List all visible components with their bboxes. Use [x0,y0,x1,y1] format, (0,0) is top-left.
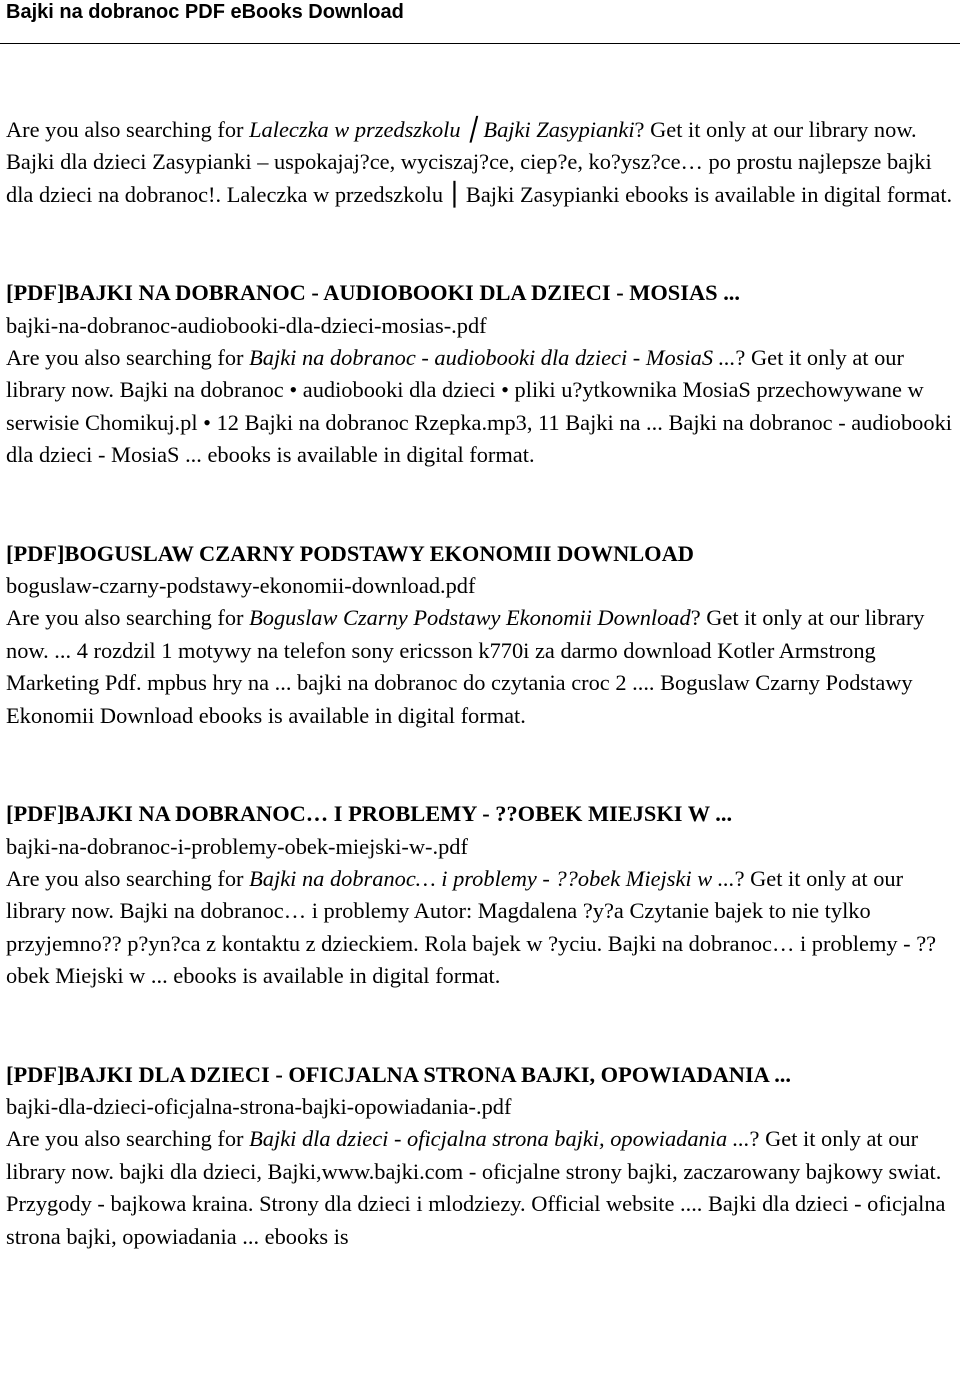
entry-1 [6,277,954,471]
entry-filename: boguslaw-czarny-podstawy-ekonomii-download.pdf [6,573,476,599]
entry-desc-suffix: ? Get it only at our library now. Bajki na dobranoc • audiobooki dla dzieci • pliki u?ytkownika MosiaS przechowywane w serwisie Chomikuj.pl • 12 Bajki na dobranoc Rzepka.mp3, 11 Bajki na ... Bajki na dobranoc - audiobooki dla dzieci - MosiaS ... ebooks is available in digital format. [6,345,952,468]
page-title: Bajki na dobranoc PDF eBooks Download [6,1,404,23]
entry-desc-prefix: Are you also searching for [6,1126,250,1152]
entry-desc-prefix: Are you also searching for [6,865,250,891]
intro-paragraph [6,114,954,211]
entry-filename: bajki-dla-dzieci-oficjalna-strona-bajki-opowiadania-.pdf [6,1093,512,1119]
entry-title[interactable]: [PDF]BOGUSLAW CZARNY PODSTAWY EKONOMII DOWNLOAD [6,540,694,566]
header-divider [0,43,960,44]
entry-desc-suffix: ? Get it only at our library now. bajki dla dzieci, Bajki,www.bajki.com - oficjalne strony bajki, zaczarowany bajkowy swiat. Przygody - bajkowa kraina. Strony dla dzieci i mlodziezy. Official website .... Bajki dla dzieci - oficjalna strona bajki, opowiadania ... ebooks is [6,1126,946,1249]
entry-2 [6,538,954,732]
entry-description [6,863,954,993]
entry-3 [6,798,954,992]
entry-4 [6,1059,954,1253]
intro-query: Laleczka w przedszkolu ⎮ Bajki Zasypianki [249,117,635,142]
entry-filename: bajki-na-dobranoc-i-problemy-obek-miejski-w-.pdf [6,833,468,859]
entry-query: Bajki na dobranoc - audiobooki dla dzieci - MosiaS ... [249,345,736,371]
intro-prefix: Are you also searching for [6,117,250,142]
entry-desc-suffix: ? Get it only at our library now. Bajki na dobranoc… i problemy Autor: Magdalena ?y?a Czytanie bajek to nie tylko przyjemno?? p?yn?ca z kontaktu z dzieckiem. Rola bajek w ?yciu. Bajki na dobranoc… i problemy - ??obek Miejski w ... ebooks is available in digital format. [6,865,937,989]
entry-desc-prefix: Are you also searching for [6,605,250,631]
entry-title[interactable]: [PDF]BAJKI DLA DZIECI - OFICJALNA STRONA BAJKI, OPOWIADANIA ... [6,1061,791,1087]
entry-query: Bajki dla dzieci - oficjalna strona bajki, opowiadania ... [249,1126,750,1152]
entry-description [6,342,954,472]
intro-suffix: ? Get it only at our library now. Bajki dla dzieci Zasypianki – uspokajaj?ce, wyciszaj?ce, ciep?e, ko?ysz?ce… po prostu najlepsze bajki dla dzieci na dobranoc!. Laleczka w przedszkolu ⎮ Bajki Zasypianki ebooks is available in digital format. [6,117,953,207]
entry-title[interactable]: [PDF]BAJKI NA DOBRANOC - AUDIOBOOKI DLA DZIECI - MOSIAS ... [6,280,740,306]
page-header [0,0,960,44]
entry-query: Bajki na dobranoc… i problemy - ??obek Miejski w ... [249,865,735,891]
entry-title[interactable]: [PDF]BAJKI NA DOBRANOC… I PROBLEMY - ??OBEK MIEJSKI W ... [6,801,733,827]
entry-filename: bajki-na-dobranoc-audiobooki-dla-dzieci-mosias-.pdf [6,312,487,338]
entry-query: Boguslaw Czarny Podstawy Ekonomii Download [249,605,691,631]
entry-description [6,602,954,732]
main-content [6,114,954,1253]
entry-desc-prefix: Are you also searching for [6,345,250,371]
entry-description [6,1123,954,1253]
entry-desc-suffix: ? Get it only at our library now. ... 4 rozdzil 1 motywy na telefon sony ericsson k770i za darmo download Kotler Armstrong Marketing Pdf. mpbus hry na ... bajki na dobranoc do czytania croc 2 .... Boguslaw Czarny Podstawy Ekonomii Download ebooks is available in digital format. [6,605,925,728]
